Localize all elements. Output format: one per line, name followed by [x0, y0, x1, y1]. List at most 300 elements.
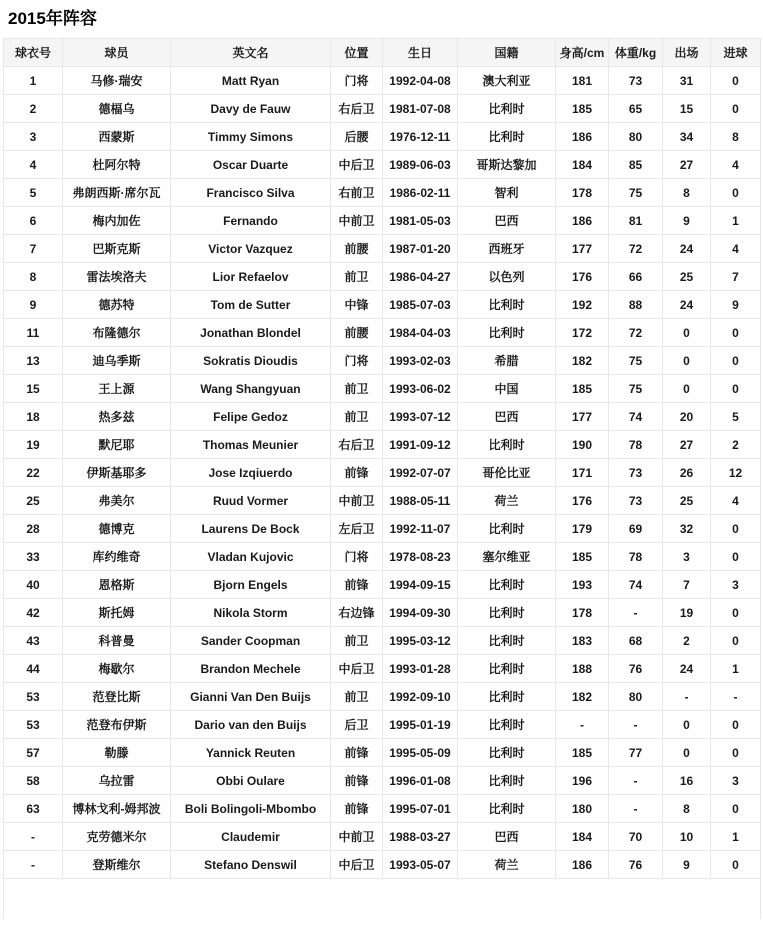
table-cell: 1991-09-12: [383, 431, 458, 459]
table-cell: 0: [663, 739, 711, 767]
table-row: [4, 291, 761, 319]
table-cell: 0: [711, 347, 761, 375]
table-row: [4, 515, 761, 543]
table-cell: 190: [556, 431, 609, 459]
table-row: [4, 347, 761, 375]
table-cell: 弗朗西斯·席尔瓦: [63, 179, 171, 207]
table-cell: 9: [663, 207, 711, 235]
table-row: [4, 263, 761, 291]
table-cell: 3: [4, 123, 63, 151]
table-cell: 库约维奇: [63, 543, 171, 571]
table-cell: 192: [556, 291, 609, 319]
table-cell: 32: [663, 515, 711, 543]
table-cell: 中国: [458, 375, 556, 403]
table-cell: 73: [609, 459, 663, 487]
table-cell: 7: [4, 235, 63, 263]
table-cell: 1989-06-03: [383, 151, 458, 179]
table-cell: 0: [663, 711, 711, 739]
table-cell: 8: [663, 795, 711, 823]
table-cell: 巴西: [458, 207, 556, 235]
table-cell: 176: [556, 263, 609, 291]
table-cell: 0: [711, 627, 761, 655]
table-cell: Felipe Gedoz: [171, 403, 331, 431]
table-cell: Francisco Silva: [171, 179, 331, 207]
table-cell: Bjorn Engels: [171, 571, 331, 599]
table-cell: 180: [556, 795, 609, 823]
table-cell: 2: [663, 627, 711, 655]
table-cell: 0: [663, 375, 711, 403]
table-cell: 哥斯达黎加: [458, 151, 556, 179]
table-cell: 8: [663, 179, 711, 207]
table-cell: 0: [663, 319, 711, 347]
table-cell: 博林戈利-姆邦波: [63, 795, 171, 823]
table-cell: 德苏特: [63, 291, 171, 319]
table-cell: 布隆德尔: [63, 319, 171, 347]
column-header-position: 位置: [331, 39, 383, 67]
table-cell: 34: [663, 123, 711, 151]
table-cell: 186: [556, 207, 609, 235]
squad-table-body: [4, 67, 761, 879]
table-cell: 193: [556, 571, 609, 599]
table-cell: 4: [711, 151, 761, 179]
table-cell: 76: [609, 655, 663, 683]
table-cell: 前锋: [331, 459, 383, 487]
table-row: [4, 487, 761, 515]
table-cell: 63: [4, 795, 63, 823]
table-cell: 1994-09-30: [383, 599, 458, 627]
table-cell: 0: [711, 711, 761, 739]
table-cell: 前卫: [331, 627, 383, 655]
table-cell: 25: [4, 487, 63, 515]
table-cell: 弗美尔: [63, 487, 171, 515]
table-cell: 0: [711, 95, 761, 123]
table-row: [4, 235, 761, 263]
column-header-jersey-number: 球衣号: [4, 39, 63, 67]
table-cell: Dario van den Buijs: [171, 711, 331, 739]
table-cell: 72: [609, 235, 663, 263]
table-row: [4, 851, 761, 879]
table-cell: 53: [4, 711, 63, 739]
table-cell: 85: [609, 151, 663, 179]
table-cell: 184: [556, 823, 609, 851]
table-cell: 9: [711, 291, 761, 319]
table-cell: Davy de Fauw: [171, 95, 331, 123]
table-cell: 2: [711, 431, 761, 459]
table-cell: 0: [663, 347, 711, 375]
table-cell: 希腊: [458, 347, 556, 375]
table-cell: 右后卫: [331, 431, 383, 459]
table-cell: 177: [556, 403, 609, 431]
table-cell: 3: [711, 571, 761, 599]
table-cell: 7: [663, 571, 711, 599]
table-cell: 1978-08-23: [383, 543, 458, 571]
squad-table-container: [0, 38, 763, 930]
table-cell: Lior Refaelov: [171, 263, 331, 291]
table-cell: 42: [4, 599, 63, 627]
table-cell: 1981-05-03: [383, 207, 458, 235]
table-cell: 右前卫: [331, 179, 383, 207]
table-cell: 57: [4, 739, 63, 767]
table-cell: 18: [4, 403, 63, 431]
table-row: [4, 627, 761, 655]
table-cell: 比利时: [458, 291, 556, 319]
column-header-birthday: 生日: [383, 39, 458, 67]
table-cell: 75: [609, 347, 663, 375]
table-cell: 伊斯基耶多: [63, 459, 171, 487]
table-cell: 1985-07-03: [383, 291, 458, 319]
table-cell: 178: [556, 599, 609, 627]
table-cell: 1995-05-09: [383, 739, 458, 767]
table-cell: 塞尔维亚: [458, 543, 556, 571]
table-cell: 中前卫: [331, 207, 383, 235]
table-cell: 10: [663, 823, 711, 851]
table-cell: 1987-01-20: [383, 235, 458, 263]
table-cell: 澳大利亚: [458, 67, 556, 95]
table-row: [4, 431, 761, 459]
table-row: [4, 543, 761, 571]
column-header-weight: 体重/kg: [609, 39, 663, 67]
table-cell: 智利: [458, 179, 556, 207]
table-cell: 左后卫: [331, 515, 383, 543]
table-cell: -: [609, 711, 663, 739]
table-cell: 27: [663, 431, 711, 459]
table-cell: 1: [4, 67, 63, 95]
table-cell: 1992-07-07: [383, 459, 458, 487]
table-cell: 1994-09-15: [383, 571, 458, 599]
table-footer-row: [4, 879, 761, 919]
table-cell: 24: [663, 655, 711, 683]
table-cell: 70: [609, 823, 663, 851]
table-cell: 范登布伊斯: [63, 711, 171, 739]
table-cell: 43: [4, 627, 63, 655]
table-row: [4, 403, 761, 431]
table-cell: 哥伦比亚: [458, 459, 556, 487]
table-cell: 西班牙: [458, 235, 556, 263]
table-cell: 比利时: [458, 515, 556, 543]
table-cell: 185: [556, 375, 609, 403]
table-cell: 门将: [331, 67, 383, 95]
table-cell: 门将: [331, 543, 383, 571]
column-header-nationality: 国籍: [458, 39, 556, 67]
table-cell: 186: [556, 123, 609, 151]
table-row: [4, 375, 761, 403]
table-cell: 1993-06-02: [383, 375, 458, 403]
table-footer: [4, 879, 761, 919]
table-cell: Sokratis Dioudis: [171, 347, 331, 375]
table-cell: 巴斯克斯: [63, 235, 171, 263]
table-cell: 登斯维尔: [63, 851, 171, 879]
table-cell: 前腰: [331, 319, 383, 347]
table-cell: 前锋: [331, 571, 383, 599]
table-cell: 比利时: [458, 683, 556, 711]
table-cell: 3: [663, 543, 711, 571]
table-cell: 182: [556, 347, 609, 375]
table-cell: 0: [711, 179, 761, 207]
table-cell: 74: [609, 571, 663, 599]
column-header-player: 球员: [63, 39, 171, 67]
table-cell: 门将: [331, 347, 383, 375]
table-cell: 12: [711, 459, 761, 487]
table-cell: 172: [556, 319, 609, 347]
table-cell: 72: [609, 319, 663, 347]
table-cell: 比利时: [458, 739, 556, 767]
table-cell: 比利时: [458, 795, 556, 823]
table-cell: 69: [609, 515, 663, 543]
table-cell: 前卫: [331, 375, 383, 403]
table-cell: 右边锋: [331, 599, 383, 627]
table-cell: 1993-07-12: [383, 403, 458, 431]
table-cell: 默尼耶: [63, 431, 171, 459]
table-cell: 19: [663, 599, 711, 627]
table-cell: 15: [4, 375, 63, 403]
table-cell: 25: [663, 263, 711, 291]
table-cell: 66: [609, 263, 663, 291]
column-header-english-name: 英文名: [171, 39, 331, 67]
table-cell: 178: [556, 179, 609, 207]
table-cell: 1993-01-28: [383, 655, 458, 683]
table-cell: 19: [4, 431, 63, 459]
table-cell: 4: [711, 487, 761, 515]
table-cell: Timmy Simons: [171, 123, 331, 151]
table-cell: 中前卫: [331, 487, 383, 515]
table-cell: Yannick Reuten: [171, 739, 331, 767]
table-cell: 13: [4, 347, 63, 375]
table-cell: 183: [556, 627, 609, 655]
table-cell: 杜阿尔特: [63, 151, 171, 179]
table-cell: 0: [711, 319, 761, 347]
table-cell: 88: [609, 291, 663, 319]
table-cell: 1: [711, 823, 761, 851]
table-cell: 克劳德米尔: [63, 823, 171, 851]
table-cell: 德楅乌: [63, 95, 171, 123]
table-cell: Nikola Storm: [171, 599, 331, 627]
table-cell: 勒滕: [63, 739, 171, 767]
empty-footer-cell: [4, 879, 761, 919]
table-cell: 以色列: [458, 263, 556, 291]
table-cell: 1986-04-27: [383, 263, 458, 291]
table-cell: 65: [609, 95, 663, 123]
table-cell: 26: [663, 459, 711, 487]
table-cell: 1995-07-01: [383, 795, 458, 823]
table-cell: 81: [609, 207, 663, 235]
table-cell: 0: [711, 543, 761, 571]
table-cell: 1992-04-08: [383, 67, 458, 95]
table-cell: 1976-12-11: [383, 123, 458, 151]
table-cell: 1995-01-19: [383, 711, 458, 739]
table-cell: -: [4, 823, 63, 851]
table-cell: 前卫: [331, 683, 383, 711]
table-cell: -: [4, 851, 63, 879]
table-cell: 0: [711, 375, 761, 403]
table-cell: 75: [609, 179, 663, 207]
table-cell: 181: [556, 67, 609, 95]
table-cell: 171: [556, 459, 609, 487]
table-cell: 68: [609, 627, 663, 655]
table-cell: 8: [4, 263, 63, 291]
table-cell: 中锋: [331, 291, 383, 319]
table-row: [4, 655, 761, 683]
table-cell: Stefano Denswil: [171, 851, 331, 879]
table-cell: 185: [556, 739, 609, 767]
table-cell: Ruud Vormer: [171, 487, 331, 515]
table-cell: 27: [663, 151, 711, 179]
table-cell: 5: [4, 179, 63, 207]
table-cell: 9: [4, 291, 63, 319]
table-cell: -: [556, 711, 609, 739]
table-row: [4, 599, 761, 627]
table-cell: Boli Bolingoli-Mbombo: [171, 795, 331, 823]
table-cell: 75: [609, 375, 663, 403]
table-cell: 中后卫: [331, 151, 383, 179]
table-cell: 3: [711, 767, 761, 795]
table-cell: 185: [556, 543, 609, 571]
column-header-appearances: 出场: [663, 39, 711, 67]
table-cell: 王上源: [63, 375, 171, 403]
table-cell: Jonathan Blondel: [171, 319, 331, 347]
table-cell: 73: [609, 487, 663, 515]
table-cell: 迪乌季斯: [63, 347, 171, 375]
table-row: [4, 67, 761, 95]
table-cell: 前腰: [331, 235, 383, 263]
table-cell: 184: [556, 151, 609, 179]
table-cell: 马修·瑞安: [63, 67, 171, 95]
table-cell: 前卫: [331, 403, 383, 431]
table-cell: 24: [663, 291, 711, 319]
table-cell: Brandon Mechele: [171, 655, 331, 683]
table-cell: 德博克: [63, 515, 171, 543]
table-cell: 巴西: [458, 823, 556, 851]
table-cell: 西蒙斯: [63, 123, 171, 151]
table-cell: 0: [711, 599, 761, 627]
table-cell: 78: [609, 543, 663, 571]
table-cell: 雷法埃洛夫: [63, 263, 171, 291]
column-header-goals: 进球: [711, 39, 761, 67]
table-cell: 8: [711, 123, 761, 151]
table-cell: 0: [711, 739, 761, 767]
table-cell: 74: [609, 403, 663, 431]
table-cell: 15: [663, 95, 711, 123]
table-cell: 20: [663, 403, 711, 431]
table-header-row: [4, 39, 761, 67]
table-row: [4, 795, 761, 823]
table-cell: 比利时: [458, 431, 556, 459]
table-cell: 比利时: [458, 95, 556, 123]
table-row: [4, 683, 761, 711]
table-cell: Laurens De Bock: [171, 515, 331, 543]
table-cell: Gianni Van Den Buijs: [171, 683, 331, 711]
table-cell: 186: [556, 851, 609, 879]
table-cell: 11: [4, 319, 63, 347]
table-cell: 前卫: [331, 263, 383, 291]
table-cell: 78: [609, 431, 663, 459]
table-cell: 热多兹: [63, 403, 171, 431]
table-cell: 80: [609, 683, 663, 711]
table-cell: 1: [711, 655, 761, 683]
table-cell: 后腰: [331, 123, 383, 151]
table-cell: 中后卫: [331, 851, 383, 879]
table-cell: 176: [556, 487, 609, 515]
table-cell: 比利时: [458, 627, 556, 655]
table-cell: 1993-05-07: [383, 851, 458, 879]
table-cell: -: [711, 683, 761, 711]
table-row: [4, 319, 761, 347]
table-row: [4, 151, 761, 179]
table-cell: 80: [609, 123, 663, 151]
table-cell: 25: [663, 487, 711, 515]
table-cell: Vladan Kujovic: [171, 543, 331, 571]
table-cell: 荷兰: [458, 851, 556, 879]
table-cell: Fernando: [171, 207, 331, 235]
table-cell: 24: [663, 235, 711, 263]
table-cell: 4: [711, 235, 761, 263]
table-cell: 比利时: [458, 123, 556, 151]
table-cell: 7: [711, 263, 761, 291]
table-cell: 前锋: [331, 767, 383, 795]
table-row: [4, 179, 761, 207]
table-cell: 33: [4, 543, 63, 571]
table-cell: 梅内加佐: [63, 207, 171, 235]
table-row: [4, 207, 761, 235]
table-cell: 6: [4, 207, 63, 235]
table-cell: 5: [711, 403, 761, 431]
table-cell: 4: [4, 151, 63, 179]
table-cell: -: [609, 599, 663, 627]
table-cell: -: [663, 683, 711, 711]
table-cell: 185: [556, 95, 609, 123]
table-cell: Victor Vazquez: [171, 235, 331, 263]
table-cell: 40: [4, 571, 63, 599]
table-cell: 196: [556, 767, 609, 795]
table-cell: 右后卫: [331, 95, 383, 123]
table-cell: 1988-05-11: [383, 487, 458, 515]
table-cell: 1995-03-12: [383, 627, 458, 655]
table-cell: 188: [556, 655, 609, 683]
table-cell: 乌拉雷: [63, 767, 171, 795]
table-cell: 0: [711, 515, 761, 543]
table-cell: 0: [711, 67, 761, 95]
table-cell: 1993-02-03: [383, 347, 458, 375]
table-cell: 中前卫: [331, 823, 383, 851]
page-title: 2015年阵容: [8, 9, 97, 28]
table-cell: 177: [556, 235, 609, 263]
table-cell: 16: [663, 767, 711, 795]
table-header: [4, 39, 761, 67]
table-cell: 179: [556, 515, 609, 543]
table-cell: Oscar Duarte: [171, 151, 331, 179]
table-row: [4, 123, 761, 151]
table-row: [4, 459, 761, 487]
table-cell: 182: [556, 683, 609, 711]
table-cell: 比利时: [458, 599, 556, 627]
table-cell: 22: [4, 459, 63, 487]
table-cell: 前锋: [331, 795, 383, 823]
table-cell: Tom de Sutter: [171, 291, 331, 319]
table-row: [4, 823, 761, 851]
table-row: [4, 739, 761, 767]
table-cell: 科普曼: [63, 627, 171, 655]
table-cell: 76: [609, 851, 663, 879]
table-cell: Matt Ryan: [171, 67, 331, 95]
table-cell: 比利时: [458, 711, 556, 739]
table-cell: 范登比斯: [63, 683, 171, 711]
table-cell: 前锋: [331, 739, 383, 767]
table-cell: 梅歇尔: [63, 655, 171, 683]
table-row: [4, 571, 761, 599]
table-cell: 1984-04-03: [383, 319, 458, 347]
table-cell: 1986-02-11: [383, 179, 458, 207]
table-cell: 0: [711, 795, 761, 823]
table-cell: Wang Shangyuan: [171, 375, 331, 403]
